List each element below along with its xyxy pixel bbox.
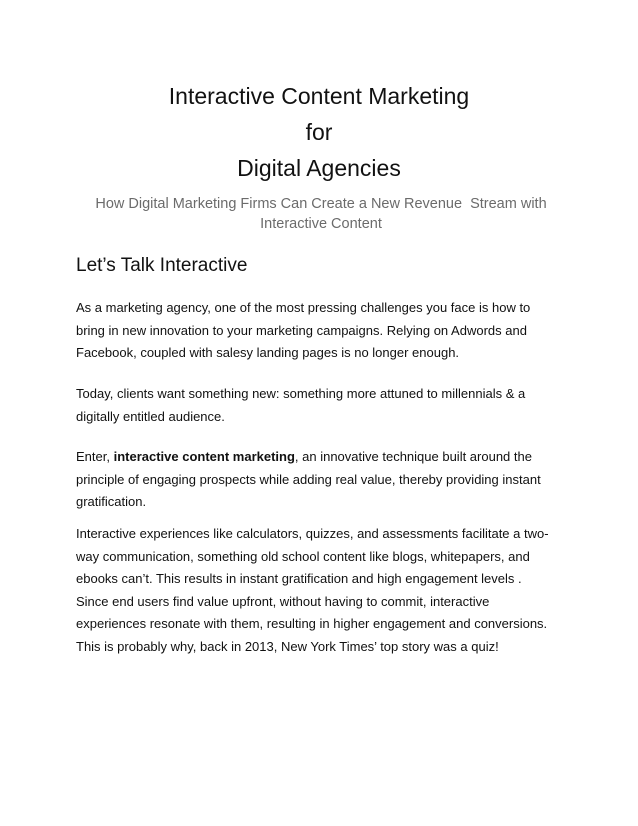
paragraph-1-line-3: Facebook, coupled with salesy landing pages is no longer enough. — [76, 345, 460, 361]
paragraph-3-suffix: , an innovative technique built around the — [294, 449, 532, 464]
paragraph-2-line-2: digitally entitled audience. — [76, 408, 225, 424]
paragraph-3-line-1 — [76, 446, 568, 469]
paragraph-2-line-1: Today, clients want something new: something more attuned to millennials & a — [76, 386, 526, 401]
paragraph-3-line-2: principle of engaging prospects while adding real value, thereby providing instant — [76, 471, 541, 487]
paragraph-1-line-1: As a marketing agency, one of the most pressing challenges you face is how to — [76, 300, 531, 315]
paragraph-4-line-1: Interactive experiences like calculators, quizzes, and assessments facilitate a two- — [76, 526, 549, 541]
paragraph-3-prefix: Enter, — [76, 449, 114, 464]
paragraph-4-line-4: Since end users find value upfront, without having to commit, interactive — [76, 593, 490, 609]
body-paragraph-2 — [76, 383, 568, 428]
interactive-content-marketing-bold: interactive content marketing — [113, 449, 295, 464]
paragraph-4-line-2: way communication, something old school content like blogs, whitepapers, and — [76, 548, 530, 564]
subtitle-line-1: How Digital Marketing Firms Can Create a New Revenue Stream with — [95, 196, 547, 212]
subtitle-line-2: Interactive Content — [260, 216, 382, 232]
paragraph-1-line-2: bring in new innovation to your marketing campaigns. Relying on Adwords and — [76, 322, 527, 338]
document-subtitle — [76, 194, 566, 234]
body-paragraph-4 — [76, 523, 568, 659]
section-heading: Let’s Talk Interactive — [76, 255, 248, 276]
document-title-line-2: for — [305, 119, 333, 145]
body-paragraph-3 — [76, 446, 568, 514]
paragraph-4-line-5: experiences resonate with them, resulting in higher engagement and conversions. — [76, 616, 548, 632]
document-title-line-1: Interactive Content Marketing — [168, 83, 470, 109]
paragraph-3-line-3: gratification. — [76, 494, 147, 510]
paragraph-4-line-6: This is probably why, back in 2013, New York Times’ top story was a quiz! — [76, 638, 499, 654]
body-paragraph-1 — [76, 297, 568, 365]
paragraph-4-line-3: ebooks can’t. This results in instant gratification and high engagement levels . — [76, 571, 522, 587]
document-title-line-3: Digital Agencies — [237, 155, 401, 181]
